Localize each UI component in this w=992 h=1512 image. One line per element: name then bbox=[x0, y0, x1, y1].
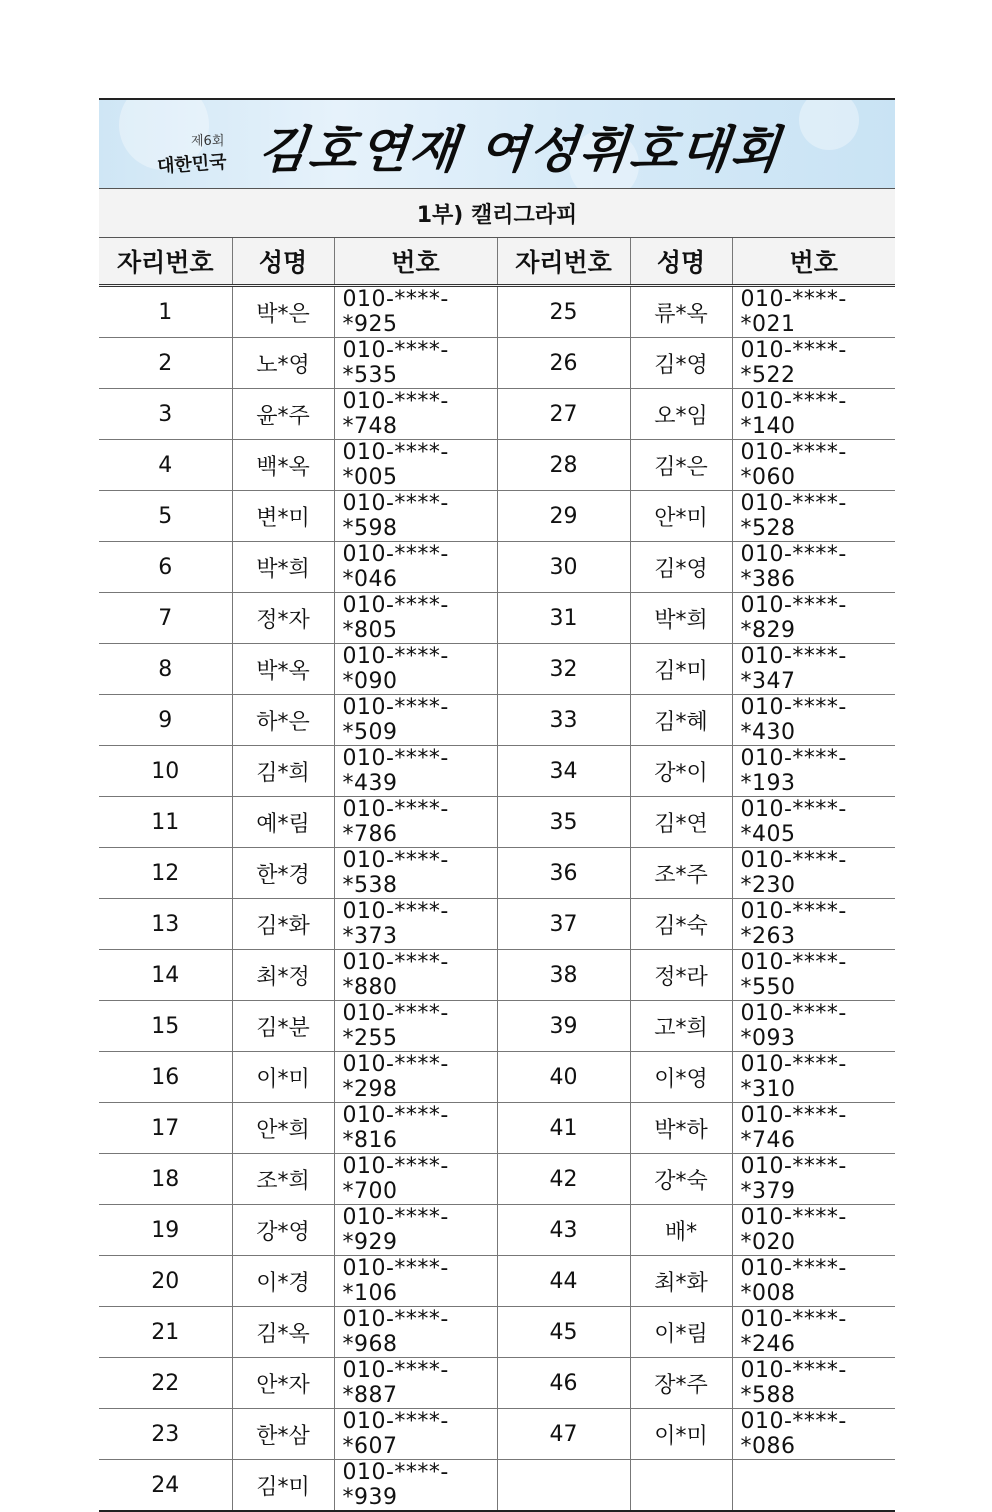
name-cell: 박*하 bbox=[630, 1103, 732, 1154]
participant-sheet bbox=[99, 98, 895, 1512]
seat-no-cell: 1 bbox=[99, 286, 232, 338]
name-cell: 박*희 bbox=[232, 542, 334, 593]
seat-no-cell: 15 bbox=[99, 1001, 232, 1052]
phone-cell: 010-****-*550 bbox=[732, 950, 895, 1001]
name-cell: 조*주 bbox=[630, 848, 732, 899]
name-cell: 박*옥 bbox=[232, 644, 334, 695]
table-row bbox=[99, 1154, 895, 1205]
phone-cell: 010-****-*522 bbox=[732, 338, 895, 389]
table-row bbox=[99, 1307, 895, 1358]
header-seat-no: 자리번호 bbox=[497, 238, 630, 286]
seat-no-cell: 10 bbox=[99, 746, 232, 797]
phone-cell: 010-****-*925 bbox=[334, 286, 497, 338]
name-cell: 고*희 bbox=[630, 1001, 732, 1052]
name-cell: 김*분 bbox=[232, 1001, 334, 1052]
phone-cell: 010-****-*805 bbox=[334, 593, 497, 644]
name-cell: 김*옥 bbox=[232, 1307, 334, 1358]
seat-no-cell: 29 bbox=[497, 491, 630, 542]
seat-no-cell: 41 bbox=[497, 1103, 630, 1154]
banner-edition: 제6회 bbox=[191, 134, 225, 149]
seat-no-cell: 6 bbox=[99, 542, 232, 593]
table-row bbox=[99, 848, 895, 899]
seat-no-cell: 3 bbox=[99, 389, 232, 440]
table-row bbox=[99, 1103, 895, 1154]
seat-no-cell: 16 bbox=[99, 1052, 232, 1103]
phone-cell: 010-****-*230 bbox=[732, 848, 895, 899]
phone-cell: 010-****-*140 bbox=[732, 389, 895, 440]
seat-no-cell: 14 bbox=[99, 950, 232, 1001]
name-cell: 김*미 bbox=[630, 644, 732, 695]
name-cell: 이*림 bbox=[630, 1307, 732, 1358]
seat-no-cell: 9 bbox=[99, 695, 232, 746]
phone-cell: 010-****-*939 bbox=[334, 1460, 497, 1512]
name-cell: 정*자 bbox=[232, 593, 334, 644]
name-cell: 박*희 bbox=[630, 593, 732, 644]
phone-cell: 010-****-*246 bbox=[732, 1307, 895, 1358]
phone-cell: 010-****-*786 bbox=[334, 797, 497, 848]
seat-no-cell: 19 bbox=[99, 1205, 232, 1256]
name-cell: 박*은 bbox=[232, 286, 334, 338]
header-seat-no: 자리번호 bbox=[99, 238, 232, 286]
seat-no-cell: 31 bbox=[497, 593, 630, 644]
seat-no-cell: 2 bbox=[99, 338, 232, 389]
phone-cell: 010-****-*829 bbox=[732, 593, 895, 644]
seat-no-cell: 21 bbox=[99, 1307, 232, 1358]
header-name: 성명 bbox=[232, 238, 334, 286]
phone-cell: 010-****-*816 bbox=[334, 1103, 497, 1154]
name-cell: 장*주 bbox=[630, 1358, 732, 1409]
seat-no-cell: 5 bbox=[99, 491, 232, 542]
banner-title: 김호연재 여성휘호대회 bbox=[255, 120, 785, 179]
seat-no-cell: 45 bbox=[497, 1307, 630, 1358]
name-cell: 김*은 bbox=[630, 440, 732, 491]
phone-cell: 010-****-*310 bbox=[732, 1052, 895, 1103]
phone-cell: 010-****-*008 bbox=[732, 1256, 895, 1307]
seat-no-cell: 46 bbox=[497, 1358, 630, 1409]
seat-no-cell: 39 bbox=[497, 1001, 630, 1052]
name-cell: 배* bbox=[630, 1205, 732, 1256]
seat-no-cell: 40 bbox=[497, 1052, 630, 1103]
name-cell: 강*영 bbox=[232, 1205, 334, 1256]
table-row bbox=[99, 950, 895, 1001]
seat-no-cell: 35 bbox=[497, 797, 630, 848]
phone-cell: 010-****-*046 bbox=[334, 542, 497, 593]
name-cell: 오*임 bbox=[630, 389, 732, 440]
seat-no-cell: 11 bbox=[99, 797, 232, 848]
phone-cell: 010-****-*746 bbox=[732, 1103, 895, 1154]
seat-table bbox=[99, 238, 895, 1512]
phone-cell bbox=[732, 1460, 895, 1512]
name-cell: 하*은 bbox=[232, 695, 334, 746]
table-row bbox=[99, 1409, 895, 1460]
table-row bbox=[99, 746, 895, 797]
table-row bbox=[99, 1358, 895, 1409]
phone-cell: 010-****-*298 bbox=[334, 1052, 497, 1103]
phone-cell: 010-****-*106 bbox=[334, 1256, 497, 1307]
seat-no-cell: 7 bbox=[99, 593, 232, 644]
table-row bbox=[99, 593, 895, 644]
name-cell: 김*혜 bbox=[630, 695, 732, 746]
phone-cell: 010-****-*090 bbox=[334, 644, 497, 695]
seat-no-cell: 26 bbox=[497, 338, 630, 389]
seat-no-cell: 17 bbox=[99, 1103, 232, 1154]
name-cell: 안*자 bbox=[232, 1358, 334, 1409]
table-row bbox=[99, 491, 895, 542]
table-row bbox=[99, 1205, 895, 1256]
seat-no-cell: 42 bbox=[497, 1154, 630, 1205]
table-row bbox=[99, 797, 895, 848]
name-cell: 김*영 bbox=[630, 542, 732, 593]
phone-cell: 010-****-*379 bbox=[732, 1154, 895, 1205]
header-name: 성명 bbox=[630, 238, 732, 286]
name-cell: 변*미 bbox=[232, 491, 334, 542]
phone-cell: 010-****-*005 bbox=[334, 440, 497, 491]
seat-no-cell: 8 bbox=[99, 644, 232, 695]
phone-cell: 010-****-*588 bbox=[732, 1358, 895, 1409]
phone-cell: 010-****-*538 bbox=[334, 848, 497, 899]
phone-cell: 010-****-*535 bbox=[334, 338, 497, 389]
seat-no-cell: 12 bbox=[99, 848, 232, 899]
seat-no-cell: 44 bbox=[497, 1256, 630, 1307]
name-cell: 이*영 bbox=[630, 1052, 732, 1103]
name-cell: 이*미 bbox=[630, 1409, 732, 1460]
name-cell: 김*연 bbox=[630, 797, 732, 848]
name-cell: 노*영 bbox=[232, 338, 334, 389]
table-row bbox=[99, 286, 895, 338]
phone-cell: 010-****-*405 bbox=[732, 797, 895, 848]
banner-country: 대한민국 bbox=[156, 151, 228, 178]
table-row bbox=[99, 542, 895, 593]
phone-cell: 010-****-*093 bbox=[732, 1001, 895, 1052]
name-cell: 이*경 bbox=[232, 1256, 334, 1307]
phone-cell: 010-****-*193 bbox=[732, 746, 895, 797]
seat-no-cell: 30 bbox=[497, 542, 630, 593]
phone-cell: 010-****-*509 bbox=[334, 695, 497, 746]
name-cell: 안*미 bbox=[630, 491, 732, 542]
name-cell: 최*화 bbox=[630, 1256, 732, 1307]
seat-no-cell: 38 bbox=[497, 950, 630, 1001]
seat-no-cell: 33 bbox=[497, 695, 630, 746]
phone-cell: 010-****-*386 bbox=[732, 542, 895, 593]
seat-no-cell: 18 bbox=[99, 1154, 232, 1205]
name-cell: 한*경 bbox=[232, 848, 334, 899]
phone-cell: 010-****-*748 bbox=[334, 389, 497, 440]
seat-no-cell: 27 bbox=[497, 389, 630, 440]
name-cell: 한*삼 bbox=[232, 1409, 334, 1460]
seat-no-cell: 23 bbox=[99, 1409, 232, 1460]
phone-cell: 010-****-*060 bbox=[732, 440, 895, 491]
event-banner bbox=[99, 98, 895, 188]
seat-no-cell: 13 bbox=[99, 899, 232, 950]
phone-cell: 010-****-*607 bbox=[334, 1409, 497, 1460]
phone-cell: 010-****-*086 bbox=[732, 1409, 895, 1460]
name-cell: 이*미 bbox=[232, 1052, 334, 1103]
seat-no-cell: 34 bbox=[497, 746, 630, 797]
table-row bbox=[99, 644, 895, 695]
name-cell bbox=[630, 1460, 732, 1512]
phone-cell: 010-****-*598 bbox=[334, 491, 497, 542]
table-row bbox=[99, 695, 895, 746]
table-row bbox=[99, 1052, 895, 1103]
table-row bbox=[99, 389, 895, 440]
seat-no-cell: 22 bbox=[99, 1358, 232, 1409]
phone-cell: 010-****-*021 bbox=[732, 286, 895, 338]
phone-cell: 010-****-*430 bbox=[732, 695, 895, 746]
name-cell: 김*희 bbox=[232, 746, 334, 797]
phone-cell: 010-****-*968 bbox=[334, 1307, 497, 1358]
phone-cell: 010-****-*929 bbox=[334, 1205, 497, 1256]
table-row bbox=[99, 1256, 895, 1307]
name-cell: 류*옥 bbox=[630, 286, 732, 338]
name-cell: 김*숙 bbox=[630, 899, 732, 950]
name-cell: 윤*주 bbox=[232, 389, 334, 440]
name-cell: 백*옥 bbox=[232, 440, 334, 491]
name-cell: 예*림 bbox=[232, 797, 334, 848]
seat-no-cell: 32 bbox=[497, 644, 630, 695]
phone-cell: 010-****-*439 bbox=[334, 746, 497, 797]
seat-no-cell: 24 bbox=[99, 1460, 232, 1512]
table-row bbox=[99, 1001, 895, 1052]
name-cell: 안*희 bbox=[232, 1103, 334, 1154]
name-cell: 조*희 bbox=[232, 1154, 334, 1205]
table-header-row bbox=[99, 238, 895, 286]
name-cell: 김*미 bbox=[232, 1460, 334, 1512]
seat-no-cell bbox=[497, 1460, 630, 1512]
phone-cell: 010-****-*255 bbox=[334, 1001, 497, 1052]
seat-no-cell: 43 bbox=[497, 1205, 630, 1256]
header-phone: 번호 bbox=[732, 238, 895, 286]
phone-cell: 010-****-*373 bbox=[334, 899, 497, 950]
seat-no-cell: 25 bbox=[497, 286, 630, 338]
name-cell: 김*화 bbox=[232, 899, 334, 950]
phone-cell: 010-****-*347 bbox=[732, 644, 895, 695]
table-row bbox=[99, 440, 895, 491]
table-row bbox=[99, 1460, 895, 1512]
phone-cell: 010-****-*020 bbox=[732, 1205, 895, 1256]
name-cell: 강*숙 bbox=[630, 1154, 732, 1205]
name-cell: 김*영 bbox=[630, 338, 732, 389]
phone-cell: 010-****-*700 bbox=[334, 1154, 497, 1205]
phone-cell: 010-****-*887 bbox=[334, 1358, 497, 1409]
seat-no-cell: 36 bbox=[497, 848, 630, 899]
name-cell: 정*라 bbox=[630, 950, 732, 1001]
seat-no-cell: 28 bbox=[497, 440, 630, 491]
seat-no-cell: 37 bbox=[497, 899, 630, 950]
banner-decoration bbox=[799, 98, 859, 150]
table-row bbox=[99, 338, 895, 389]
name-cell: 강*이 bbox=[630, 746, 732, 797]
phone-cell: 010-****-*263 bbox=[732, 899, 895, 950]
table-row bbox=[99, 899, 895, 950]
section-title: 1부) 캘리그라피 bbox=[99, 188, 895, 238]
phone-cell: 010-****-*528 bbox=[732, 491, 895, 542]
seat-no-cell: 47 bbox=[497, 1409, 630, 1460]
phone-cell: 010-****-*880 bbox=[334, 950, 497, 1001]
seat-no-cell: 4 bbox=[99, 440, 232, 491]
name-cell: 최*정 bbox=[232, 950, 334, 1001]
header-phone: 번호 bbox=[334, 238, 497, 286]
seat-no-cell: 20 bbox=[99, 1256, 232, 1307]
